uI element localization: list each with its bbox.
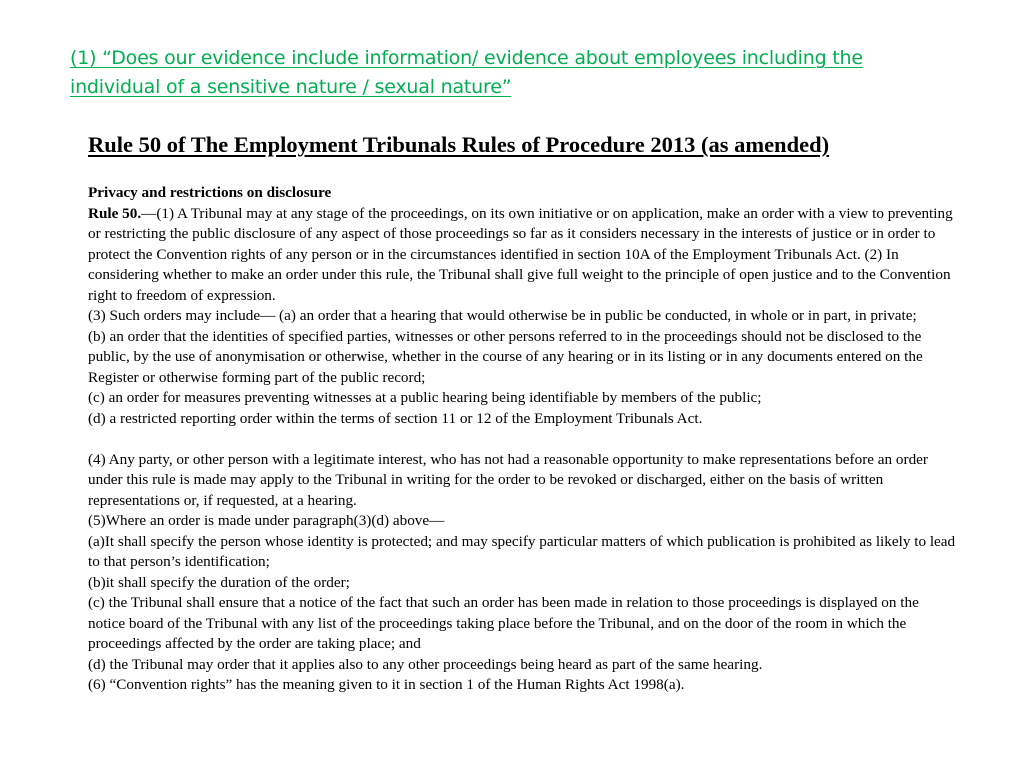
paragraph-5: (5)Where an order is made under paragraph(3)(d) above— [88, 512, 445, 529]
paragraph-1-2 [88, 204, 958, 307]
paragraph-5d: (d) the Tribunal may order that it applies also to any other proceedings being heard as part of the same hearing. [88, 655, 763, 673]
paragraph-4: (4) Any party, or other person with a legitimate interest, who has not had a reasonable opportunity to make representations before an order under this rule is made may apply to the Tribunal in writing for the order to be revoked or discharged, either on the basis of written representations or, if requested, at a hearing. [88, 450, 928, 509]
slide-heading: (1) “Does our evidence include information/ evidence about employees including the individual of a sensitive nature / sexual nature” [70, 47, 863, 98]
paragraph-6: (6) “Convention rights” has the meaning given to it in section 1 of the Human Rights Act 1998(a). [88, 676, 685, 693]
paragraph-3b: (b) an order that the identities of specified parties, witnesses or other persons referred to in the proceedings should not be disclosed to the public, by the use of anonymisation or otherwise, whether in the course of any hearing or in its listing or in any documents entered on the Register or otherwise forming part of the public record; [88, 327, 923, 386]
paragraph-1-2-text: —(1) A Tribunal may at any stage of the proceedings, on its own initiative or on application, make an order with a view to preventing or restricting the public disclosure of any aspect of those proceedings so far as it considers necessary in the interests of justice or in order to protect the Convention rights of any person or in the circumstances identified in section 10A of the Employment Tribunals Act. (2) In considering whether to make an order under this rule, the Tribunal shall give full weight to the principle of open justice and to the Convention right to freedom of expression. [88, 204, 953, 304]
paragraph-5c: (c) the Tribunal shall ensure that a notice of the fact that such an order has been made in relation to those proceedings is displayed on the notice board of the Tribunal with any list of the proceedings taking place before the Tribunal, and on the door of the room in which the proceedings affected by the order are taking place; and [88, 594, 919, 652]
paragraph-3: (3) Such orders may include— (a) an order that a hearing that would otherwise be in public be conducted, in whole or in part, in private; [88, 307, 917, 324]
rule-title: Rule 50 of The Employment Tribunals Rules of Procedure 2013 (as amended) [88, 132, 830, 157]
section-heading: Privacy and restrictions on disclosure [88, 184, 332, 201]
rule-body [88, 183, 958, 696]
paragraph-3c: (c) an order for measures preventing witnesses at a public hearing being identifiable by members of the public; [88, 389, 762, 406]
paragraph-spacer [88, 429, 958, 450]
paragraph-5a: (a)It shall specify the person whose identity is protected; and may specify particular matters of which publication is prohibited as likely to lead to that person’s identification; [88, 532, 956, 570]
paragraph-3d: (d) a restricted reporting order within the terms of section 11 or 12 of the Employment Tribunals Act. [88, 409, 703, 427]
paragraph-5b: (b)it shall specify the duration of the order; [88, 573, 350, 591]
rule-label: Rule 50. [88, 204, 142, 222]
